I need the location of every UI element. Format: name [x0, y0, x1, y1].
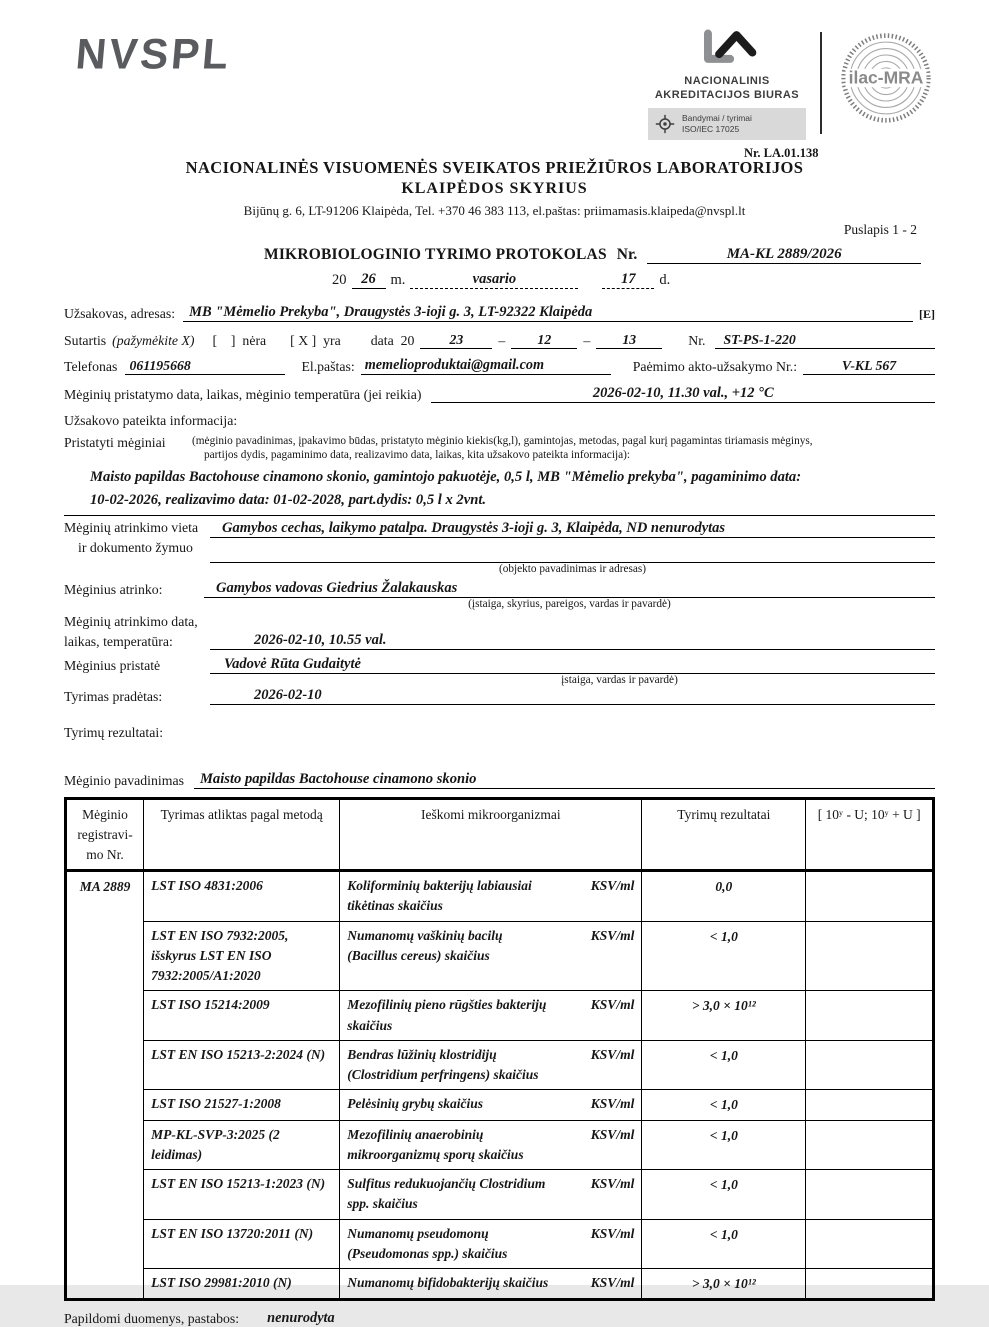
samples-note-line2: partijos dydis, pagaminimo data, realizavimo data, laikas, kita užsakovo pateikta informacija):	[204, 448, 631, 461]
organisation-address: Bijūnų g. 6, LT-91206 Klaipėda, Tel. +370 46 383 113, el.paštas: priimamasis.klaipeda@nvspl.lt	[243, 203, 746, 218]
method-cell: LST EN ISO 15213-2:2024 (N)	[144, 1040, 340, 1090]
method-cell: LST ISO 4831:2006	[144, 871, 340, 922]
sampling-datetime-label-line1: Mėginių atrinkimo data,	[64, 613, 198, 629]
additional-notes-label: Papildomi duomenys, pastabos:	[64, 1311, 240, 1327]
organism-cell: Mezofilinių pieno rūgšties bakterijų skaičius	[347, 997, 547, 1033]
contract-note: (pažymėkite X)	[112, 333, 195, 348]
col-header-reg-nr: Mėginio registravi- mo Nr.	[66, 799, 144, 871]
unit-cell: KSV/ml	[590, 1096, 635, 1112]
result-cell: > 3,0 × 10¹²	[642, 1269, 806, 1300]
method-cell: LST EN ISO 13720:2011 (N)	[144, 1219, 340, 1269]
nab-accreditation-mark	[648, 24, 806, 140]
table-row	[66, 871, 934, 922]
nab-name-line1: NACIONALINIS	[684, 75, 770, 87]
results-heading: Tyrimų rezultatai:	[64, 725, 164, 741]
sampling-place-label-line1: Mėginių atrinkimo vieta	[64, 519, 199, 535]
organism-cell: Numanomų pseudomonų (Pseudomonas spp.) skaičius	[347, 1225, 508, 1261]
test-started-value: 2026-02-10	[210, 687, 935, 705]
email-label: El.paštas:	[301, 359, 355, 374]
col-header-organisms: Ieškomi mikroorganizmai	[340, 799, 642, 871]
col-header-uncertainty: [ 10ʸ - U; 10ʸ + U ]	[806, 799, 934, 871]
sample-reg-nr: MA 2889	[66, 871, 144, 1300]
sampling-datetime-label-line2: laikas, temperatūra:	[64, 633, 173, 649]
result-cell: < 1,0	[642, 921, 806, 991]
table-row	[66, 921, 934, 991]
unit-cell: KSV/ml	[590, 1126, 635, 1142]
samples-label: Pristatyti mėginiai	[64, 435, 166, 450]
date-dash-2: –	[583, 333, 591, 348]
sample-name-label: Mėginio pavadinimas	[64, 773, 184, 789]
client-info-label: Užsakovo pateikta informacija:	[64, 413, 238, 428]
table-row	[66, 1090, 934, 1120]
protocol-nr-value: MA-KL 2889/2026	[647, 246, 921, 264]
contract-nr-value: ST-PS-1-220	[715, 332, 935, 349]
phone-value: 061195668	[125, 358, 285, 375]
nab-scope-line1: Bandymai / tyrimai	[682, 112, 752, 123]
method-cell: LST ISO 15214:2009	[144, 991, 340, 1041]
client-value: MB "Mėmelio Prekyba", Draugystės 3-ioji g. 3, LT-92322 Klaipėda	[183, 304, 913, 322]
sampling-place-blank-line	[210, 538, 935, 563]
nvspl-logo: NVSPL	[73, 29, 234, 78]
sampling-place-value: Gamybos cechas, laikymo patalpa. Draugystės 3-ioji g. 3, Klaipėda, ND nenurodytas	[210, 520, 935, 538]
act-label: Paėmimo akto-užsakymo Nr.:	[632, 359, 798, 374]
table-header-row	[66, 799, 934, 871]
unit-cell: KSV/ml	[590, 927, 635, 943]
organisation-name-line2: KLAIPĖDOS SKYRIUS	[401, 180, 588, 197]
day-value: 17	[602, 271, 654, 289]
samples-description	[64, 466, 935, 516]
table-row	[66, 991, 934, 1041]
table-row	[66, 1170, 934, 1220]
unit-cell: KSV/ml	[590, 1176, 635, 1192]
protocol-nr-label: Nr.	[616, 246, 638, 263]
nab-name-line2: AKREDITACIJOS BIURAS	[654, 88, 800, 101]
organism-cell: Koliforminių bakterijų labiausiai tikėtinas skaičius	[347, 878, 532, 914]
unit-cell: KSV/ml	[590, 1275, 635, 1291]
sample-name-row	[64, 771, 935, 789]
method-cell: LST EN ISO 15213-1:2023 (N)	[144, 1170, 340, 1220]
delivery-value: 2026-02-10, 11.30 val., +12 °C	[431, 385, 935, 403]
results-table	[64, 797, 935, 1301]
contract-yra-checkbox: [ X ] yra	[290, 333, 341, 348]
sample-name-value: Maisto papildas Bactohouse cinamono skonio	[194, 771, 935, 789]
nab-scope-box	[648, 108, 806, 140]
samples-value-line1: Maisto papildas Bactohouse cinamono skonio, gamintojo pakuotėje, 0,5 l, MB "Mėmelio prekyba", pagaminimo data:	[90, 469, 802, 486]
organism-cell: Mezofilinių anaerobinių mikroorganizmų sporų skaičius	[347, 1126, 524, 1162]
date-dash: –	[498, 333, 506, 348]
sampling-place-note: (objekto pavadinimas ir adresas)	[498, 562, 647, 575]
sampling-datetime-row	[64, 614, 935, 650]
organism-cell: Pelėsinių grybų skaičius	[347, 1096, 484, 1112]
ilac-mra-seal-icon	[840, 32, 932, 124]
month-value: vasario	[410, 271, 578, 289]
client-label: Užsakovas, adresas:	[64, 306, 176, 321]
contract-label: Sutartis	[64, 333, 107, 348]
col-header-method: Tyrimas atliktas pagal metodą	[144, 799, 340, 871]
day-unit-label: d.	[659, 272, 671, 288]
sampled-by-value: Gamybos vadovas Giedrius Žalakauskas	[204, 580, 935, 598]
samples-row	[64, 435, 935, 462]
delivery-row	[64, 385, 935, 403]
crosshair-icon	[654, 113, 676, 135]
delivered-by-value: Vadovė Rūta Gudaitytė	[210, 656, 935, 674]
result-cell: < 1,0	[642, 1090, 806, 1120]
additional-notes-row	[64, 1310, 935, 1327]
nab-scope-line2: ISO/IEC 17025	[682, 123, 740, 134]
year-prefix: 20	[332, 272, 347, 288]
unit-cell: KSV/ml	[590, 1225, 635, 1241]
logo-divider	[820, 32, 822, 134]
method-cell: LST ISO 21527-1:2008	[144, 1090, 340, 1120]
sampled-by-row	[64, 580, 935, 598]
method-cell: MP-KL-SVP-3:2025 (2 leidimas)	[144, 1120, 340, 1170]
result-cell: < 1,0	[642, 1040, 806, 1090]
delivery-label: Mėginių pristatymo data, laikas, mėginio temperatūra (jei reikia)	[64, 387, 422, 402]
client-info-heading	[64, 413, 935, 429]
delivered-by-note: įstaiga, vardas ir pavardė)	[561, 673, 678, 686]
contract-nr-label: Nr.	[688, 333, 706, 348]
samples-value-line2: 10-02-2026, realizavimo data: 01-02-2028, part.dydis: 0,5 l x 2vnt.	[90, 492, 487, 509]
accreditation-number: Nr. LA.01.138	[744, 146, 819, 160]
year-value: 26	[352, 271, 386, 289]
result-cell: > 3,0 × 10¹²	[642, 991, 806, 1041]
additional-notes-value: nenurodyta	[267, 1310, 335, 1327]
client-marker: [E]	[919, 307, 935, 321]
contract-year: 23	[420, 332, 492, 349]
email-value: memelioproduktai@gmail.com	[361, 357, 611, 375]
page-indicator: Puslapis 1 - 2	[843, 222, 917, 237]
delivered-by-row	[64, 656, 935, 674]
sampled-by-note: (įstaiga, skyrius, pareigos, vardas ir pavardė)	[468, 598, 671, 611]
table-row	[66, 1040, 934, 1090]
result-cell: 0,0	[642, 871, 806, 922]
samples-note-line1: (mėginio pavadinimas, įpakavimo būdas, pristatyto mėginio kiekis(kg,l), gamintojas, metodas, pagal kurį pagamintas tiriamasis mėginys,	[192, 435, 813, 447]
organism-cell: Bendras lūžinių klostridijų (Clostridium perfringens) skaičius	[347, 1046, 539, 1083]
uncertainty-cell	[806, 1269, 934, 1300]
uncertainty-cell	[806, 1120, 934, 1170]
result-cell: < 1,0	[642, 1120, 806, 1170]
col-header-results: Tyrimų rezultatai	[642, 799, 806, 871]
contact-row	[64, 357, 935, 375]
contract-row	[64, 332, 935, 349]
protocol-title-row	[264, 246, 921, 264]
table-row	[66, 1219, 934, 1269]
organisation-name-line1: NACIONALINĖS VISUOMENĖS SVEIKATOS PRIEŽIŪROS LABORATORIJOS	[185, 158, 804, 177]
phone-label: Telefonas	[64, 359, 118, 374]
sampling-place-row	[64, 520, 935, 577]
month-unit-label: m.	[390, 272, 406, 288]
table-row	[66, 1269, 934, 1300]
sampling-datetime-value: 2026-02-10, 10.55 val.	[210, 632, 935, 650]
result-cell: < 1,0	[642, 1219, 806, 1269]
uncertainty-cell	[806, 1040, 934, 1090]
result-cell: < 1,0	[642, 1170, 806, 1220]
ilac-mra-seal	[840, 32, 932, 129]
uncertainty-cell	[806, 921, 934, 991]
organism-cell: Sulfitus redukuojančių Clostridium spp. skaičius	[347, 1176, 546, 1212]
sampling-place-label-line2: ir dokumento žymuo	[78, 539, 193, 555]
uncertainty-cell	[806, 871, 934, 922]
contract-day: 13	[596, 332, 662, 349]
contract-nera-checkbox: [ ] nėra	[212, 333, 267, 348]
contract-month: 12	[511, 332, 577, 349]
test-started-label: Tyrimas pradėtas:	[64, 689, 163, 705]
delivered-by-label: Mėginius pristatė	[64, 657, 161, 673]
uncertainty-cell	[806, 991, 934, 1041]
uncertainty-cell	[806, 1170, 934, 1220]
protocol-title: MIKROBIOLOGINIO TYRIMO PROTOKOLAS	[264, 246, 607, 263]
organism-cell: Numanomų bifidobakterijų skaičius	[347, 1275, 549, 1291]
contract-date-label: data 20	[370, 333, 415, 348]
test-started-row	[64, 687, 935, 705]
sampled-by-label: Mėginius atrinko:	[64, 582, 163, 598]
unit-cell: KSV/ml	[590, 1046, 635, 1062]
uncertainty-cell	[806, 1090, 934, 1120]
accreditation-block	[648, 24, 932, 140]
organism-cell: Numanomų vaškinių bacilų (Bacillus cereus) skaičius	[347, 927, 503, 963]
nab-logo-icon	[695, 24, 759, 70]
letterhead	[0, 0, 989, 158]
svg-text:ilac-MRA: ilac-MRA	[848, 67, 923, 88]
protocol-date-row	[332, 271, 989, 289]
client-row	[64, 304, 935, 322]
unit-cell: KSV/ml	[590, 997, 635, 1013]
act-value: V-KL 567	[803, 358, 935, 375]
uncertainty-cell	[806, 1219, 934, 1269]
method-cell: LST ISO 29981:2010 (N)	[144, 1269, 340, 1300]
unit-cell: KSV/ml	[590, 878, 635, 894]
table-row	[66, 1120, 934, 1170]
method-cell: LST EN ISO 7932:2005, išskyrus LST EN ISO 7932:2005/A1:2020	[144, 921, 340, 991]
